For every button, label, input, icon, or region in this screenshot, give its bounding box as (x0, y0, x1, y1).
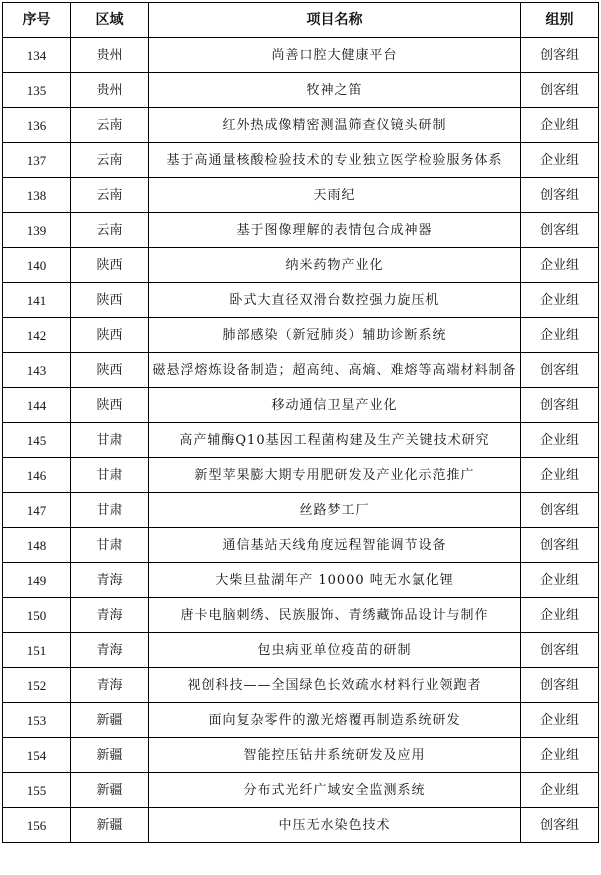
table-row (3, 318, 599, 353)
table-row (3, 388, 599, 423)
row-project-name: 分布式光纤广域安全监测系统 (149, 773, 521, 808)
row-group: 创客组 (521, 73, 599, 108)
row-group: 企业组 (521, 283, 599, 318)
row-number: 155 (3, 773, 71, 808)
row-number: 146 (3, 458, 71, 493)
header-row (3, 3, 599, 38)
row-project-name: 智能控压钻井系统研发及应用 (149, 738, 521, 773)
row-number: 151 (3, 633, 71, 668)
row-group: 创客组 (521, 668, 599, 703)
row-number: 136 (3, 108, 71, 143)
row-project-name: 红外热成像精密测温筛查仪镜头研制 (149, 108, 521, 143)
table-row (3, 423, 599, 458)
row-number: 138 (3, 178, 71, 213)
row-number: 145 (3, 423, 71, 458)
row-project-name: 唐卡电脑刺绣、民族服饰、青绣藏饰品设计与制作 (149, 598, 521, 633)
row-region: 陕西 (71, 388, 149, 423)
table-row (3, 563, 599, 598)
row-group: 企业组 (521, 248, 599, 283)
row-project-name: 纳米药物产业化 (149, 248, 521, 283)
row-project-name: 肺部感染（新冠肺炎）辅助诊断系统 (149, 318, 521, 353)
row-region: 贵州 (71, 38, 149, 73)
row-project-name: 牧神之笛 (149, 73, 521, 108)
table-row (3, 458, 599, 493)
row-group: 创客组 (521, 493, 599, 528)
row-group: 创客组 (521, 353, 599, 388)
row-group: 企业组 (521, 738, 599, 773)
row-region: 贵州 (71, 73, 149, 108)
row-number: 154 (3, 738, 71, 773)
row-number: 153 (3, 703, 71, 738)
table-row (3, 808, 599, 843)
row-number: 142 (3, 318, 71, 353)
row-number: 135 (3, 73, 71, 108)
row-project-name: 丝路梦工厂 (149, 493, 521, 528)
row-number: 139 (3, 213, 71, 248)
row-number: 149 (3, 563, 71, 598)
row-number: 143 (3, 353, 71, 388)
row-group: 创客组 (521, 808, 599, 843)
row-project-name: 新型苹果膨大期专用肥研发及产业化示范推广 (149, 458, 521, 493)
table-row (3, 143, 599, 178)
row-number: 134 (3, 38, 71, 73)
row-group: 企业组 (521, 318, 599, 353)
row-number: 144 (3, 388, 71, 423)
table-row (3, 773, 599, 808)
row-project-name: 视创科技——全国绿色长效疏水材料行业领跑者 (149, 668, 521, 703)
row-project-name: 移动通信卫星产业化 (149, 388, 521, 423)
row-project-name: 大柴旦盐湖年产 10000 吨无水氯化锂 (149, 563, 521, 598)
row-project-name: 通信基站天线角度远程智能调节设备 (149, 528, 521, 563)
row-number: 148 (3, 528, 71, 563)
row-region: 新疆 (71, 773, 149, 808)
row-region: 甘肃 (71, 458, 149, 493)
row-group: 企业组 (521, 563, 599, 598)
row-project-name: 高产辅酶Q10基因工程菌构建及生产关键技术研究 (149, 423, 521, 458)
row-group: 创客组 (521, 178, 599, 213)
table-row (3, 73, 599, 108)
table-row (3, 108, 599, 143)
row-region: 新疆 (71, 808, 149, 843)
row-region: 青海 (71, 598, 149, 633)
header-no: 序号 (3, 3, 71, 38)
header-name: 项目名称 (149, 3, 521, 38)
row-project-name: 基于图像理解的表情包合成神器 (149, 213, 521, 248)
table-row (3, 528, 599, 563)
row-number: 152 (3, 668, 71, 703)
row-region: 青海 (71, 633, 149, 668)
row-group: 企业组 (521, 108, 599, 143)
row-number: 150 (3, 598, 71, 633)
table-row (3, 738, 599, 773)
row-project-name: 磁悬浮熔炼设备制造；超高纯、高熵、难熔等高端材料制备 (149, 353, 521, 388)
table-row (3, 248, 599, 283)
row-group: 企业组 (521, 703, 599, 738)
row-region: 陕西 (71, 353, 149, 388)
row-group: 创客组 (521, 633, 599, 668)
header-region: 区域 (71, 3, 149, 38)
row-region: 甘肃 (71, 493, 149, 528)
row-project-name: 包虫病亚单位疫苗的研制 (149, 633, 521, 668)
row-project-name: 天雨纪 (149, 178, 521, 213)
table-row (3, 283, 599, 318)
table-row (3, 633, 599, 668)
row-project-name: 基于高通量核酸检验技术的专业独立医学检验服务体系 (149, 143, 521, 178)
row-region: 云南 (71, 143, 149, 178)
row-project-name: 中压无水染色技术 (149, 808, 521, 843)
row-region: 陕西 (71, 248, 149, 283)
row-number: 140 (3, 248, 71, 283)
row-number: 147 (3, 493, 71, 528)
row-number: 156 (3, 808, 71, 843)
table-row (3, 598, 599, 633)
row-group: 创客组 (521, 38, 599, 73)
row-group: 企业组 (521, 458, 599, 493)
row-group: 创客组 (521, 213, 599, 248)
row-region: 青海 (71, 668, 149, 703)
row-region: 甘肃 (71, 423, 149, 458)
row-region: 陕西 (71, 283, 149, 318)
row-region: 甘肃 (71, 528, 149, 563)
table-row (3, 213, 599, 248)
header-group: 组别 (521, 3, 599, 38)
row-number: 141 (3, 283, 71, 318)
table-row (3, 178, 599, 213)
row-group: 企业组 (521, 423, 599, 458)
row-region: 云南 (71, 108, 149, 143)
row-group: 企业组 (521, 773, 599, 808)
row-region: 陕西 (71, 318, 149, 353)
row-group: 创客组 (521, 388, 599, 423)
row-project-name: 卧式大直径双滑台数控强力旋压机 (149, 283, 521, 318)
project-table (2, 2, 599, 843)
row-group: 企业组 (521, 143, 599, 178)
row-group: 企业组 (521, 598, 599, 633)
table-row (3, 353, 599, 388)
row-region: 新疆 (71, 703, 149, 738)
table-row (3, 668, 599, 703)
row-region: 云南 (71, 213, 149, 248)
row-number: 137 (3, 143, 71, 178)
table-row (3, 703, 599, 738)
row-group: 创客组 (521, 528, 599, 563)
row-project-name: 面向复杂零件的激光熔覆再制造系统研发 (149, 703, 521, 738)
row-project-name: 尚善口腔大健康平台 (149, 38, 521, 73)
table-row (3, 38, 599, 73)
table-row (3, 493, 599, 528)
row-region: 新疆 (71, 738, 149, 773)
row-region: 云南 (71, 178, 149, 213)
row-region: 青海 (71, 563, 149, 598)
